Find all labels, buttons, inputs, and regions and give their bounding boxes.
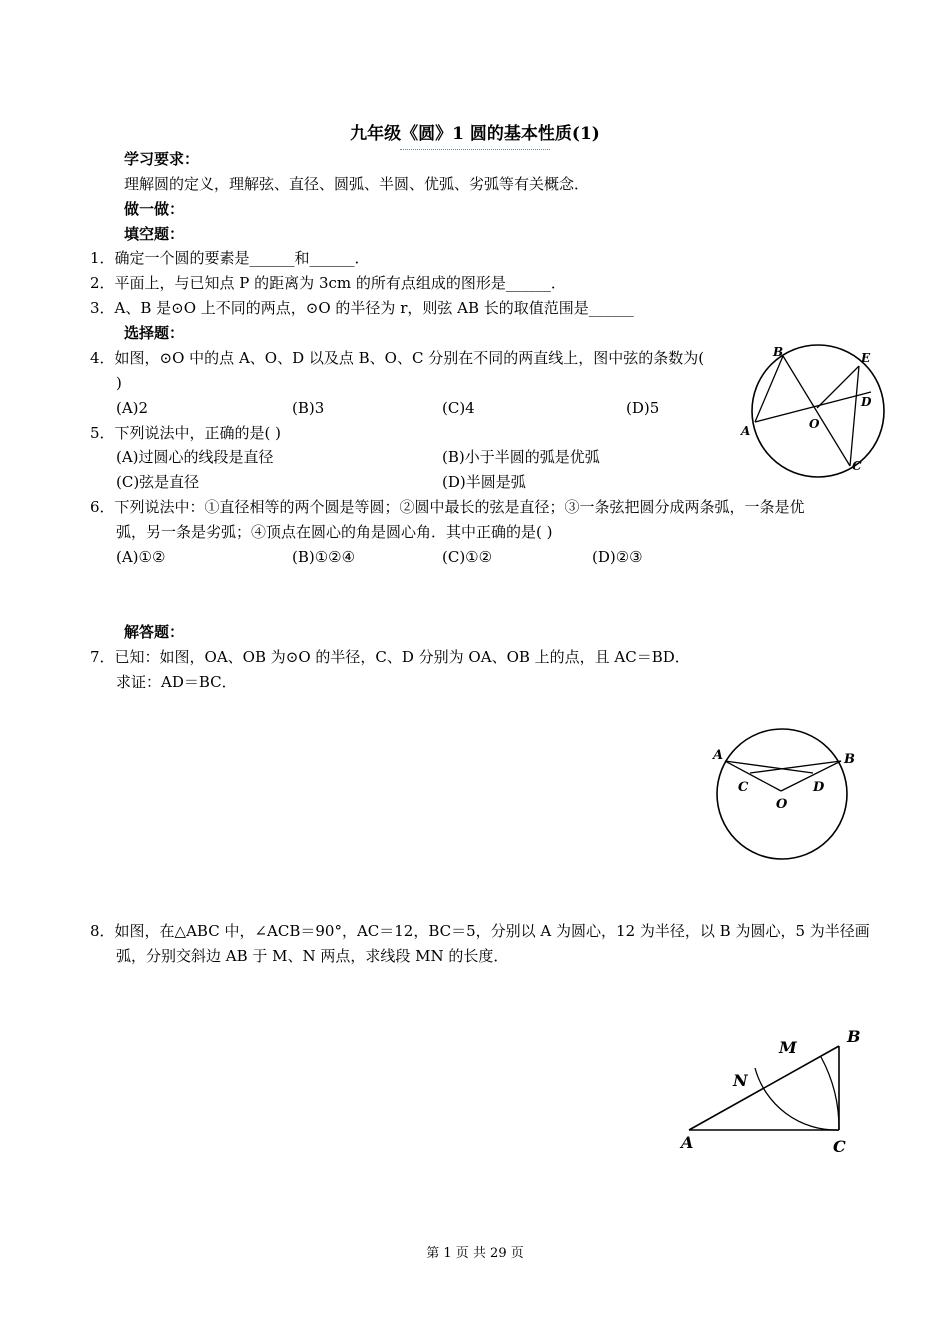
- figure-q4-circle: [735, 340, 905, 480]
- question-8-line2: 弧，分别交斜边 AB 于 M、N 两点，求线段 MN 的长度．: [116, 947, 509, 965]
- page-footer: 第 1 页 共 29 页: [426, 1246, 524, 1261]
- question-5-option-c: (C)弦是直径: [116, 473, 200, 491]
- fig2-radius-oa: [725, 761, 781, 791]
- requirements-text: 理解圆的定义，理解弦、直径、圆弧、半圆、优弧、劣弧等有关概念．: [124, 175, 590, 193]
- fig2-label-c: C: [738, 780, 749, 795]
- question-4-option-c: (C)4: [442, 399, 475, 417]
- question-4-stem: 4．如图，⊙O 中的点 A、O、D 以及点 B、O、C 分别在不同的两直线上，图中弦的条数为(: [90, 349, 705, 367]
- fig2-label-b: B: [844, 752, 855, 767]
- fig2-label-o: O: [776, 797, 788, 812]
- question-6-line2: 弧，另一条是劣弧；④顶点在圆心的角是圆心角．其中正确的是( ): [116, 523, 553, 541]
- question-6-option-d: (D)②③: [592, 548, 643, 566]
- fig1-label-b: B: [773, 345, 784, 359]
- question-8-line1: 8．如图，在△ABC 中，∠ACB＝90°，AC＝12，BC＝5，分别以 A 为圆心，12 为半径，以 B 为圆心，5 为半径画: [90, 922, 870, 940]
- question-7-line1: 7．已知：如图，OA、OB 为⊙O 的半径，C、D 分别为 OA、OB 上的点，且 AC＝BD．: [90, 648, 690, 666]
- section-answer: 解答题：: [124, 623, 185, 641]
- section-fill-in: 填空题：: [124, 225, 185, 243]
- figure-q7-circle: [705, 725, 865, 865]
- fig3-label-b: B: [847, 1027, 861, 1046]
- fig3-label-c: C: [833, 1137, 846, 1156]
- fig1-label-c: C: [852, 459, 862, 473]
- section-practice: 做一做：: [124, 200, 185, 218]
- question-4-stem-end: ): [116, 374, 122, 392]
- question-5-option-b: (B)小于半圆的弧是优弧: [442, 448, 600, 466]
- fig2-label-a: A: [713, 748, 724, 763]
- section-choice: 选择题：: [124, 324, 185, 342]
- section-requirements: 学习要求：: [124, 150, 200, 168]
- fig1-label-d: D: [861, 395, 872, 409]
- page-title: 九年级《圆》1 圆的基本性质(1): [350, 124, 600, 144]
- question-2: 2．平面上，与已知点 P 的距离为 3cm 的所有点组成的图形是______．: [90, 274, 566, 292]
- fig3-label-a: A: [681, 1133, 694, 1152]
- question-6-line1: 6．下列说法中：①直径相等的两个圆是等圆；②圆中最长的弦是直径；③一条弦把圆分成两条弧，一条是优: [90, 498, 805, 516]
- question-4-option-b: (B)3: [292, 399, 325, 417]
- fig1-chord-ec: [850, 366, 859, 466]
- fig1-label-e: E: [861, 351, 871, 365]
- question-6-option-c: (C)①②: [442, 548, 493, 566]
- question-5-option-a: (A)过圆心的线段是直径: [116, 448, 274, 466]
- fig3-label-n: N: [733, 1071, 748, 1090]
- fig3-side-ab: [689, 1046, 839, 1130]
- title-underline: [400, 146, 550, 150]
- fig2-label-d: D: [813, 780, 825, 795]
- fig1-label-o: O: [809, 417, 820, 431]
- fig1-line-oe: [817, 366, 859, 408]
- fig3-label-m: M: [779, 1038, 797, 1057]
- question-7-line2: 求证：AD＝BC．: [116, 673, 237, 691]
- fig3-arc-a: [821, 1057, 839, 1130]
- question-1: 1．确定一个圆的要素是______和______．: [90, 249, 370, 267]
- question-5-stem: 5．下列说法中，正确的是( ): [90, 424, 282, 442]
- fig1-chord-bc: [783, 356, 850, 466]
- fig1-label-a: A: [741, 424, 751, 438]
- question-3: 3．A、B 是⊙O 上不同的两点，⊙O 的半径为 r，则弦 AB 长的取值范围是______: [90, 299, 634, 317]
- figure-q8-triangle: [675, 1020, 875, 1160]
- fig3-arc-b: [755, 1068, 839, 1130]
- question-5-option-d: (D)半圆是弧: [442, 473, 526, 491]
- question-6-option-a: (A)①②: [116, 548, 166, 566]
- question-4-option-a: (A)2: [116, 399, 149, 417]
- fig2-circle: [717, 729, 847, 859]
- question-4-option-d: (D)5: [626, 399, 660, 417]
- question-6-option-b: (B)①②④: [292, 548, 356, 566]
